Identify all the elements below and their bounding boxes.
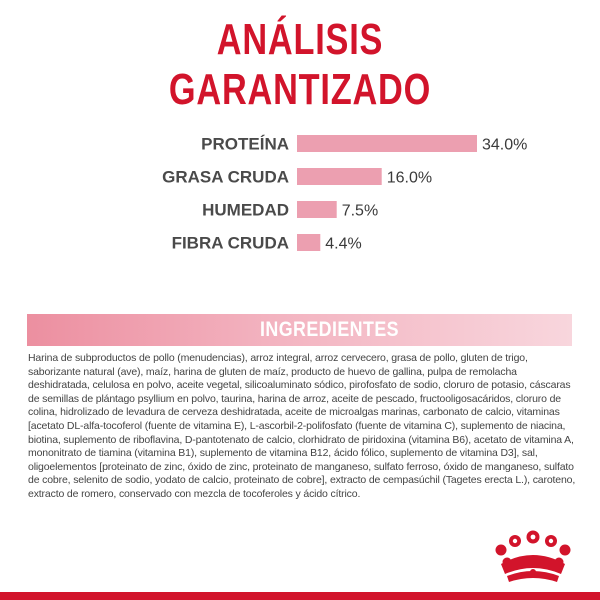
bar-category-label: FIBRA CRUDA [171,233,289,253]
ingredients-header-band [27,314,572,346]
bar-category-label: GRASA CRUDA [162,167,289,187]
bar-value-label: 34.0% [482,136,528,154]
page-title-line-2: GARANTIZADO [168,65,432,114]
bar-category-label: PROTEÍNA [201,134,289,154]
bottom-brand-bar [0,592,600,600]
bar-value-label: 4.4% [325,235,362,253]
ingredients-heading: INGREDIENTES [260,318,400,341]
bar-value-label: 16.0% [386,169,433,187]
bar [297,168,382,185]
bar-value-label: 7.5% [341,202,379,220]
ingredients-text: Harina de subproductos de pollo (menudencias), arroz integral, arroz cervecero, grasa de pollo, gluten de trigo, saborizante natural (ave), maíz, harina de gluten de maíz, producto de huevo de gallina, pulpa de remolacha deshidratada, celulosa en polvo, aceite vegetal, silicoaluminato sódico, pirofosfato de sodio, cloruro de potasio, cáscaras de semillas de plántago psyllium en polvo, taurina, harina de arroz, aceite de pescado, fructooligosacáridos, cloruro de colina, hidrolizado de levadura de cerveza deshidratada, aceite de microalgas marinas, carbonato de calcio, vitaminas [acetato DL-alfa-tocoferol (fuente de vitamina E), L-ascorbil-2-polifosfato (fuente de vitamina C), suplemento de niacina, biotina, suplemento de riboflavina, D-pantotenato de calcio, clorhidrato de piridoxina (vitamina B6), acetato de vitamina A, mononitrato de tiamina (vitamina B1), suplemento de vitamina B12, ácido fólico, suplemento de vitamina D3], sal, oligoelementos [proteinato de zinc, óxido de zinc, proteinato de manganeso, sulfato ferroso, óxido de manganeso, sulfato de cobre, selenito de sodio, yodato de calcio, proteinato de cobre], extracto de cempasúchil (Tagetes erecta L.), caroteno, extracto de romero, conservado con mezcla de tocoferoles y ácido cítrico. [28,352,576,500]
crown-icon [491,530,575,586]
bar [297,201,337,218]
bar [297,135,477,152]
page-title-line-1: ANÁLISIS [216,15,384,64]
bar-category-label: HUMEDAD [202,200,289,220]
bar [297,234,320,251]
